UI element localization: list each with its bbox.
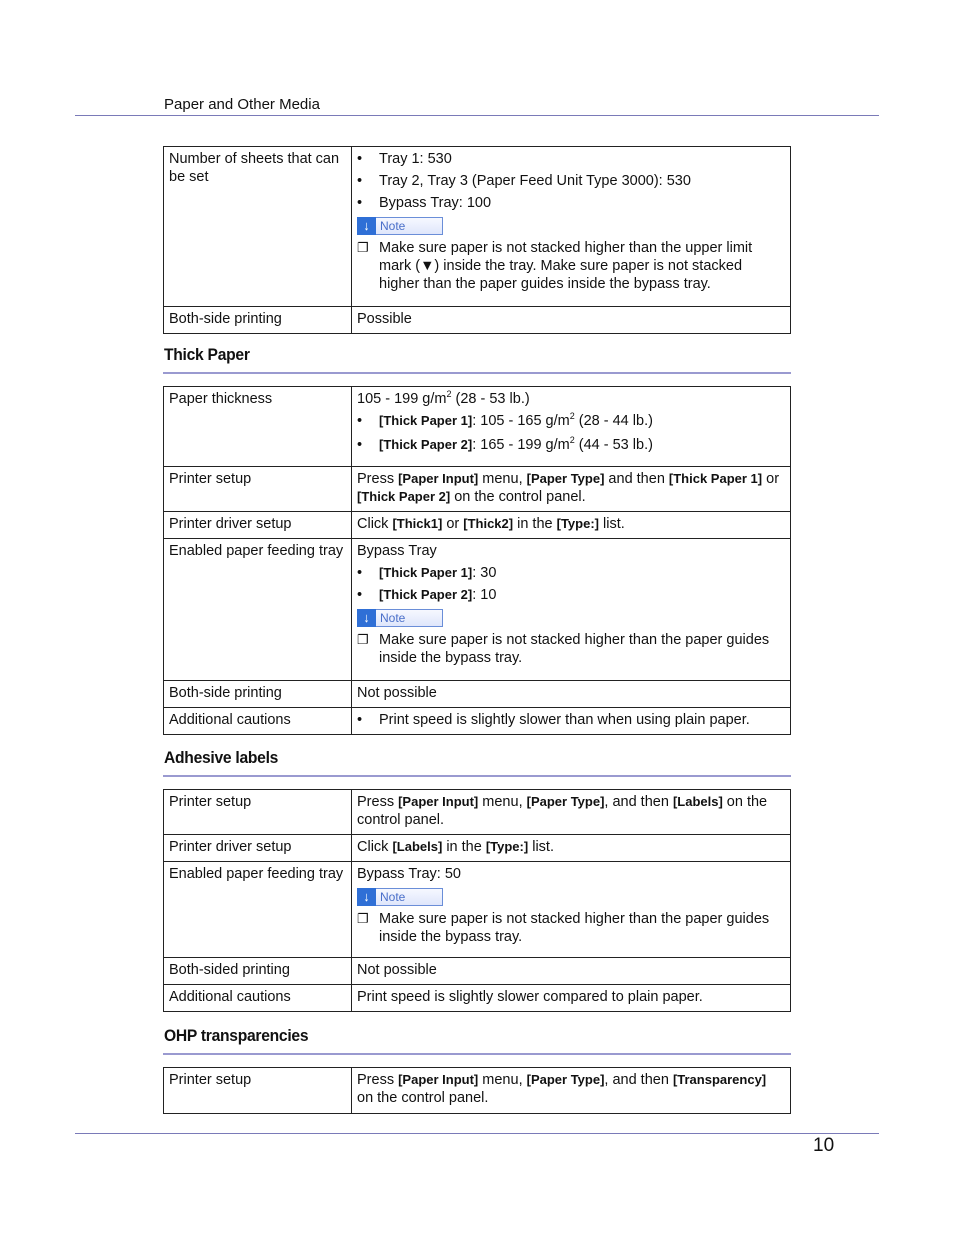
table-row	[164, 708, 791, 735]
row-value: Click [Thick1] or [Thick2] in the [Type:] list.	[352, 512, 791, 539]
list-item: • [Thick Paper 2]: 165 - 199 $g/m^2$ (44 - 53 lb.)	[357, 435, 653, 453]
row-value	[352, 708, 791, 735]
note-badge: ↓ Note	[357, 217, 443, 235]
row-value	[352, 147, 791, 307]
note-text: ❐ Make sure paper is not stacked higher than the upper limit mark (▼) inside the tray. Make sure paper is not stacked higher than the paper guides inside the bypass tray.	[357, 240, 753, 292]
table-row	[164, 985, 791, 1012]
table-row	[164, 539, 791, 681]
adhesive-labels-table	[163, 789, 791, 1012]
media-spec-table	[163, 146, 791, 334]
section-rule	[163, 775, 791, 777]
table-row	[164, 307, 791, 334]
section-rule	[163, 372, 791, 374]
row-key: Number of sheets that can be set	[164, 147, 352, 307]
section-title: Thick Paper	[164, 345, 250, 364]
note-text: ❐ Make sure paper is not stacked higher than the paper guides inside the bypass tray.	[357, 632, 770, 666]
list-item: • [Thick Paper 1]: 105 - 165 $g/m^2$ (28 - 44 lb.)	[357, 411, 653, 429]
table-row	[164, 790, 791, 835]
down-arrow-icon: ↓	[357, 217, 376, 235]
row-value: Bypass Tray • [Thick Paper 1]: 30 • [Thick Paper 2]: 10 ↓ Note ❐ Make sure paper is not stacked higher than the paper guides inside the bypass tray.	[352, 539, 791, 681]
note-badge: ↓ Note	[357, 888, 443, 906]
row-key: Enabled paper feeding tray	[164, 539, 352, 681]
header-rule	[75, 115, 879, 116]
table-row	[164, 387, 791, 467]
row-key: Both-side printing	[164, 681, 352, 708]
row-key: Printer setup	[164, 790, 352, 835]
row-value: Bypass Tray: 50 ↓ Note ❐ Make sure paper is not stacked higher than the paper guides inside the bypass tray.	[352, 862, 791, 958]
row-key: Enabled paper feeding tray	[164, 862, 352, 958]
row-value: Print speed is slightly slower compared to plain paper.	[352, 985, 791, 1012]
table-row	[164, 512, 791, 539]
row-key: Printer driver setup	[164, 512, 352, 539]
row-key: Paper thickness	[164, 387, 352, 467]
row-value: 105 - 199 $g/m^2$ (28 - 53 lb.) • [Thick Paper 1]: 105 - 165 $g/m^2$ (28 - 44 lb.) • [Thick Paper 2]: 165 - 199 $g/m^2$ (44 - 53 lb.)	[352, 387, 791, 467]
row-key: Additional cautions	[164, 708, 352, 735]
note-text: ❐ Make sure paper is not stacked higher than the paper guides inside the bypass tray.	[357, 911, 770, 945]
table-row	[164, 958, 791, 985]
checkbox-icon: ❐	[357, 911, 369, 926]
checkbox-icon: ❐	[357, 240, 369, 255]
row-key: Printer setup	[164, 467, 352, 512]
page-header-title: Paper and Other Media	[164, 96, 320, 113]
section-rule	[163, 1053, 791, 1055]
section-title: OHP transparencies	[164, 1026, 309, 1045]
row-value: Not possible	[352, 681, 791, 708]
note-badge: ↓ Note	[357, 609, 443, 627]
table-row	[164, 835, 791, 862]
table-row	[164, 467, 791, 512]
table-row	[164, 681, 791, 708]
section-title: Adhesive labels	[164, 748, 279, 767]
thick-paper-table	[163, 386, 791, 735]
ohp-table	[163, 1067, 791, 1114]
row-value: Press [Paper Input] menu, [Paper Type], and then [Labels] on the control panel.	[352, 790, 791, 835]
list-item: • [Thick Paper 1]: 30	[357, 565, 497, 581]
table-row	[164, 147, 791, 307]
row-value: Not possible	[352, 958, 791, 985]
list-item: • Tray 2, Tray 3 (Paper Feed Unit Type 3000): 530	[357, 173, 691, 189]
table-row	[164, 1068, 791, 1114]
row-value: Click [Labels] in the [Type:] list.	[352, 835, 791, 862]
row-value: Press [Paper Input] menu, [Paper Type], and then [Transparency] on the control panel.	[352, 1068, 791, 1114]
list-item: • Tray 1: 530	[357, 151, 452, 167]
checkbox-icon: ❐	[357, 632, 369, 647]
row-value: Possible	[352, 307, 791, 334]
row-value: Press [Paper Input] menu, [Paper Type] and then [Thick Paper 1] or [Thick Paper 2] on the control panel.	[352, 467, 791, 512]
row-key: Additional cautions	[164, 985, 352, 1012]
list-item: • Bypass Tray: 100	[357, 195, 492, 211]
down-arrow-icon: ↓	[357, 888, 376, 906]
list-item: • Print speed is slightly slower than when using plain paper.	[357, 712, 750, 728]
list-item: • [Thick Paper 2]: 10	[357, 587, 497, 603]
down-arrow-icon: ↓	[357, 609, 376, 627]
row-key: Both-sided printing	[164, 958, 352, 985]
row-key: Printer driver setup	[164, 835, 352, 862]
page-number: 10	[813, 1135, 835, 1156]
table-row	[164, 862, 791, 958]
row-key: Both-side printing	[164, 307, 352, 334]
row-key: Printer setup	[164, 1068, 352, 1114]
footer-rule	[75, 1133, 879, 1134]
